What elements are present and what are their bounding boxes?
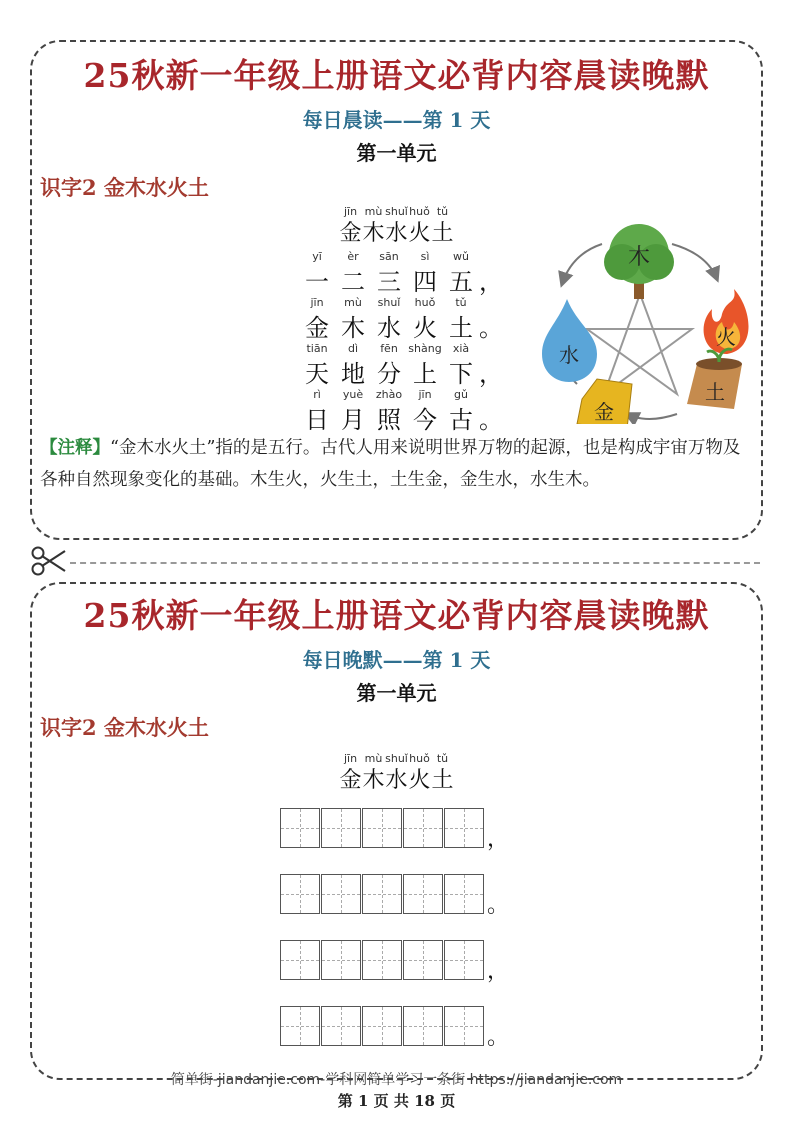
scissors-icon bbox=[31, 545, 67, 577]
char: 三 bbox=[377, 268, 401, 296]
pinyin: jīn bbox=[343, 752, 358, 765]
char: 土 bbox=[431, 221, 454, 246]
char: 木 bbox=[341, 314, 365, 342]
pinyin: dì bbox=[347, 342, 359, 355]
pinyin: tǔ bbox=[436, 205, 449, 218]
pinyin: gǔ bbox=[454, 388, 468, 401]
title-part1: 25秋新一年级上册语文 bbox=[83, 596, 438, 635]
char: 日 bbox=[305, 406, 329, 434]
metal-label: 金 bbox=[594, 400, 614, 424]
char: 月 bbox=[341, 406, 365, 434]
writing-cell[interactable] bbox=[321, 940, 361, 980]
verse4-chars bbox=[299, 400, 503, 435]
punctuation: ， bbox=[479, 268, 503, 296]
char: 下 bbox=[449, 360, 473, 388]
writing-cell[interactable] bbox=[280, 874, 320, 914]
pinyin: èr bbox=[347, 250, 359, 263]
morning-unit: 第一单元 bbox=[356, 141, 437, 165]
pinyin: tiān bbox=[306, 342, 328, 355]
fire-flame-icon bbox=[704, 289, 749, 354]
earth-pot-icon bbox=[687, 349, 742, 409]
pinyin: jīn bbox=[343, 205, 358, 218]
evening-lesson: 识字2 金木水火土 bbox=[40, 715, 209, 740]
title-part2: 必背内容晨读晚默 bbox=[437, 56, 710, 95]
writing-cell[interactable] bbox=[362, 1006, 402, 1046]
punctuation: 。 bbox=[479, 314, 503, 342]
char: 水 bbox=[385, 221, 408, 246]
five-elements-diagram bbox=[522, 214, 750, 424]
pinyin: shuǐ bbox=[385, 205, 408, 218]
char: 地 bbox=[341, 360, 365, 388]
char: 金 bbox=[339, 768, 362, 793]
pinyin: xià bbox=[452, 342, 470, 355]
char: 上 bbox=[413, 360, 437, 388]
pinyin: shàng bbox=[408, 342, 442, 355]
pinyin: sān bbox=[379, 250, 399, 263]
water-label: 水 bbox=[559, 343, 579, 367]
note-label: 【注释】 bbox=[40, 438, 110, 458]
writing-cell[interactable] bbox=[362, 808, 402, 848]
char: 古 bbox=[449, 406, 473, 434]
morning-card bbox=[30, 40, 763, 540]
morning-subtitle: 每日晨读——第 1 天 bbox=[302, 108, 491, 132]
pinyin: tǔ bbox=[455, 296, 467, 309]
writing-cell[interactable] bbox=[403, 940, 443, 980]
writing-cell[interactable] bbox=[444, 1006, 484, 1046]
evening-subtitle: 每日晚默——第 1 天 bbox=[302, 648, 491, 672]
writing-cell[interactable] bbox=[280, 1006, 320, 1046]
punctuation: 。 bbox=[487, 893, 510, 918]
evening-heading-chars bbox=[339, 763, 454, 794]
pinyin: huǒ bbox=[414, 296, 436, 309]
title-part2: 必背内容晨读晚默 bbox=[437, 596, 710, 635]
pinyin: sì bbox=[420, 250, 430, 263]
char: 土 bbox=[431, 768, 454, 793]
pinyin: rì bbox=[313, 388, 321, 401]
pinyin: shuǐ bbox=[377, 296, 401, 309]
char: 二 bbox=[341, 268, 365, 296]
page-number: 第 1 页 共 18 页 bbox=[337, 1092, 456, 1110]
pinyin: fēn bbox=[380, 342, 398, 355]
evening-unit: 第一单元 bbox=[356, 681, 437, 705]
writing-cell[interactable] bbox=[280, 940, 320, 980]
title-part1: 25秋新一年级上册语文 bbox=[83, 56, 438, 95]
verse2-chars bbox=[299, 308, 503, 343]
char: 火 bbox=[408, 768, 431, 793]
page-title bbox=[32, 50, 761, 97]
water-drop-icon bbox=[542, 299, 597, 382]
char: 今 bbox=[413, 406, 437, 434]
heading-chars bbox=[339, 216, 454, 247]
punctuation: ， bbox=[487, 959, 510, 984]
wood-tree-icon bbox=[604, 224, 674, 299]
pinyin: jīn bbox=[418, 388, 432, 401]
char: 火 bbox=[408, 221, 431, 246]
note-text: “金木水火土”指的是五行。古代人用来说明世界万物的起源，也是构成宇宙万物及各种自然现象变化的基础。木生火，火生土，土生金，金生水，水生木。 bbox=[40, 438, 741, 490]
writing-cell[interactable] bbox=[321, 874, 361, 914]
writing-cell[interactable] bbox=[321, 1006, 361, 1046]
writing-cell[interactable] bbox=[362, 940, 402, 980]
writing-cell[interactable] bbox=[403, 874, 443, 914]
metal-gold-icon bbox=[577, 379, 632, 424]
punctuation: ， bbox=[487, 827, 510, 852]
writing-cell[interactable] bbox=[444, 874, 484, 914]
writing-cell[interactable] bbox=[362, 874, 402, 914]
annotation-note bbox=[40, 432, 755, 496]
cut-line bbox=[70, 562, 760, 564]
char: 分 bbox=[377, 360, 401, 388]
writing-cell[interactable] bbox=[403, 808, 443, 848]
char: 五 bbox=[449, 268, 473, 296]
char: 四 bbox=[413, 268, 437, 296]
writing-cell[interactable] bbox=[280, 808, 320, 848]
pinyin: huǒ bbox=[409, 205, 430, 218]
char: 金 bbox=[339, 221, 362, 246]
char: 水 bbox=[385, 768, 408, 793]
morning-lesson: 识字2 金木水火土 bbox=[40, 175, 209, 200]
pinyin: huǒ bbox=[409, 752, 430, 765]
char: 水 bbox=[377, 314, 401, 342]
pinyin: yuè bbox=[342, 388, 364, 401]
writing-cell[interactable] bbox=[444, 808, 484, 848]
verse3-chars bbox=[299, 354, 503, 389]
punctuation: ， bbox=[479, 360, 503, 388]
pinyin: shuǐ bbox=[385, 752, 408, 765]
watermark-text: 简单街-jiandanjie.com-学科网简单学习一条街 https://jiandanjie.com bbox=[170, 1072, 623, 1088]
punctuation: 。 bbox=[479, 406, 503, 434]
char: 木 bbox=[362, 768, 385, 793]
pinyin: mù bbox=[344, 296, 362, 309]
writing-cell[interactable] bbox=[321, 808, 361, 848]
char: 金 bbox=[305, 314, 329, 342]
writing-cell[interactable] bbox=[403, 1006, 443, 1046]
verse1-chars bbox=[299, 262, 503, 297]
writing-cell[interactable] bbox=[444, 940, 484, 980]
pinyin: zhào bbox=[375, 388, 403, 401]
char: 火 bbox=[413, 314, 437, 342]
pinyin: jīn bbox=[310, 296, 324, 309]
char: 照 bbox=[377, 406, 401, 434]
pinyin: yī bbox=[312, 250, 322, 263]
pinyin: mù bbox=[364, 205, 383, 218]
char: 一 bbox=[305, 268, 329, 296]
punctuation: 。 bbox=[487, 1025, 510, 1050]
pinyin: tǔ bbox=[436, 752, 449, 765]
pinyin: mù bbox=[364, 752, 383, 765]
earth-label: 土 bbox=[705, 380, 725, 404]
wood-label: 木 bbox=[627, 245, 651, 270]
fire-label: 火 bbox=[716, 325, 736, 349]
char: 土 bbox=[449, 314, 473, 342]
char: 天 bbox=[305, 360, 329, 388]
char: 木 bbox=[362, 221, 385, 246]
pinyin: wǔ bbox=[453, 250, 469, 263]
page-title-2 bbox=[32, 590, 761, 637]
